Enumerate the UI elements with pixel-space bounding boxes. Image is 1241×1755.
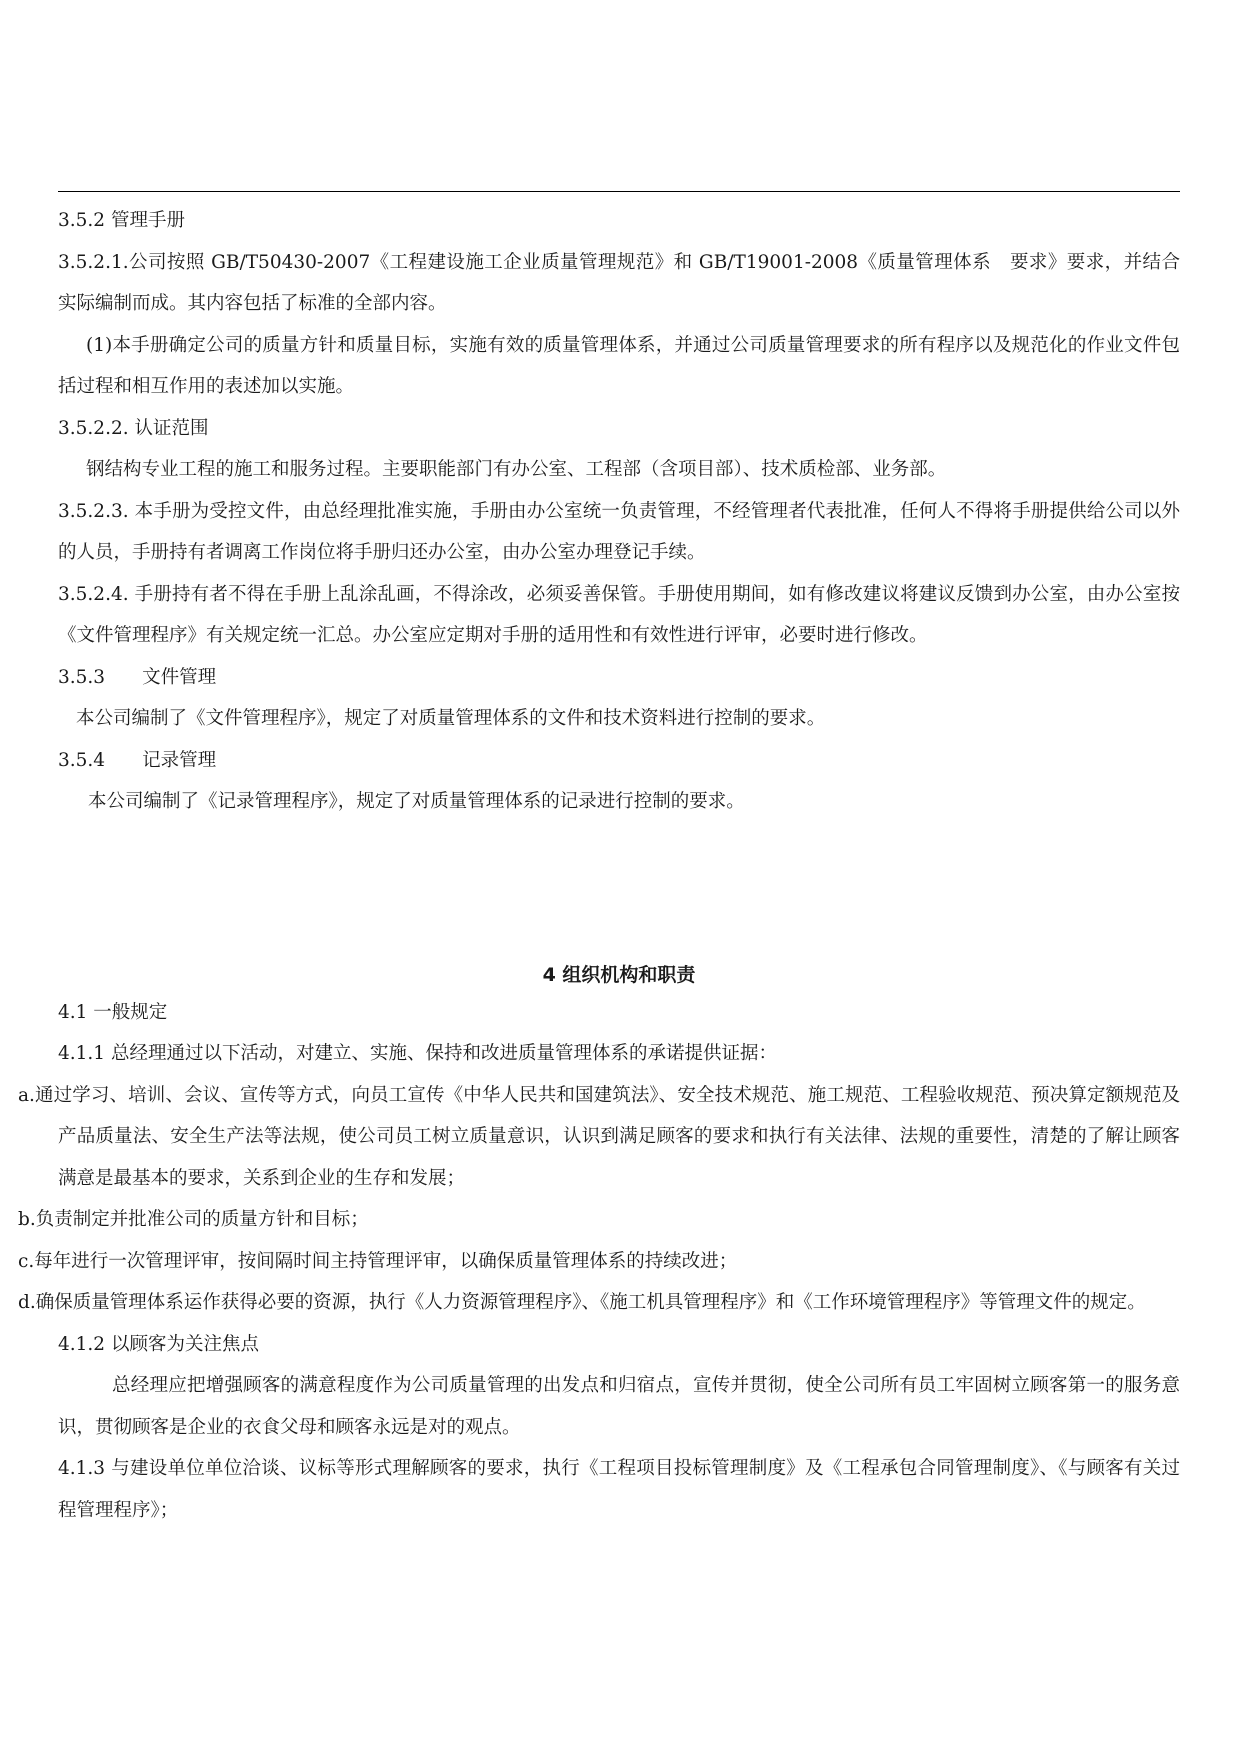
section-heading-3-5-2-2: 3.5.2.2. 认证范围 bbox=[58, 417, 209, 439]
header-rule bbox=[58, 191, 1180, 192]
section-heading-3-5-3: 3.5.3 文件管理 bbox=[58, 666, 217, 688]
paragraph-4-1-1: 4.1.1 总经理通过以下活动，对建立、实施、保持和改进质量管理体系的承诺提供证据： bbox=[58, 1043, 777, 1064]
paragraph-item-1: (1)本手册确定公司的质量方针和质量目标，实施有效的质量管理体系，并通过公司质量管理要求的所有程序以及规范化的作业文件包括过程和相互作用的表述加以实施。 bbox=[58, 334, 1180, 397]
chapter-4-title: 4 组织机构和职责 bbox=[542, 963, 696, 986]
chapter-spacer bbox=[58, 823, 1180, 958]
section-heading-4-1: 4.1 一般规定 bbox=[58, 1001, 168, 1023]
paragraph-3-5-2-1: 3.5.2.1.公司按照 GB/T50430-2007《工程建设施工企业质量管理规范》和 GB/T19001-2008《质量管理体系 要求》要求，并结合实际编制而成。其内容包括了标准的全部内容。 bbox=[58, 251, 1180, 314]
list-item-d: d.确保质量管理体系运作获得必要的资源，执行《人力资源管理程序》、《施工机具管理程序》和《工作环境管理程序》等管理文件的规定。 bbox=[18, 1292, 1146, 1313]
section-heading-3-5-4: 3.5.4 记录管理 bbox=[58, 749, 217, 771]
document-body bbox=[18, 200, 1180, 1531]
paragraph-3-5-3-body: 本公司编制了《文件管理程序》，规定了对质量管理体系的文件和技术资料进行控制的要求。 bbox=[76, 708, 826, 729]
list-item-b: b.负责制定并批准公司的质量方针和目标； bbox=[18, 1209, 369, 1230]
section-heading-4-1-2: 4.1.2 以顾客为关注焦点 bbox=[58, 1333, 259, 1355]
paragraph-4-1-2-body: 总经理应把增强顾客的满意程度作为公司质量管理的出发点和归宿点，宣传并贯彻，使全公司所有员工牢固树立顾客第一的服务意识，贯彻顾客是企业的衣食父母和顾客永远是对的观点。 bbox=[58, 1375, 1180, 1438]
list-item-c: c.每年进行一次管理评审，按间隔时间主持管理评审，以确保质量管理体系的持续改进； bbox=[18, 1250, 738, 1272]
paragraph-3-5-2-3: 3.5.2.3. 本手册为受控文件，由总经理批准实施，手册由办公室统一负责管理，不经管理者代表批准，任何人不得将手册提供给公司以外的人员，手册持有者调离工作岗位将手册归还办公室，由办公室办理登记手续。 bbox=[58, 500, 1180, 563]
paragraph-3-5-2-4: 3.5.2.4. 手册持有者不得在手册上乱涂乱画，不得涂改，必须妥善保管。手册使用期间，如有修改建议将建议反馈到办公室，由办公室按《文件管理程序》有关规定统一汇总。办公室应定期对手册的适用性和有效性进行评审，必要时进行修改。 bbox=[58, 583, 1180, 646]
paragraph-3-5-4-body: 本公司编制了《记录管理程序》，规定了对质量管理体系的记录进行控制的要求。 bbox=[88, 791, 745, 812]
paragraph-certification-scope: 钢结构专业工程的施工和服务过程。主要职能部门有办公室、工程部（含项目部）、技术质检部、业务部。 bbox=[86, 459, 947, 480]
paragraph-4-1-3: 4.1.3 与建设单位单位洽谈、议标等形式理解顾客的要求，执行《工程项目投标管理制度》及《工程承包合同管理制度》、《与顾客有关过程管理程序》； bbox=[58, 1458, 1180, 1521]
list-item-a: a.通过学习、培训、会议、宣传等方式，向员工宣传《中华人民共和国建筑法》、安全技术规范、施工规范、工程验收规范、预决算定额规范及产品质量法、安全生产法等法规，使公司员工树立质量意识，认识到满足顾客的要求和执行有关法律、法规的重要性，清楚的了解让顾客满意是最基本的要求，关系到企业的生存和发展； bbox=[18, 1084, 1180, 1189]
section-heading-3-5-2: 3.5.2 管理手册 bbox=[58, 210, 185, 231]
